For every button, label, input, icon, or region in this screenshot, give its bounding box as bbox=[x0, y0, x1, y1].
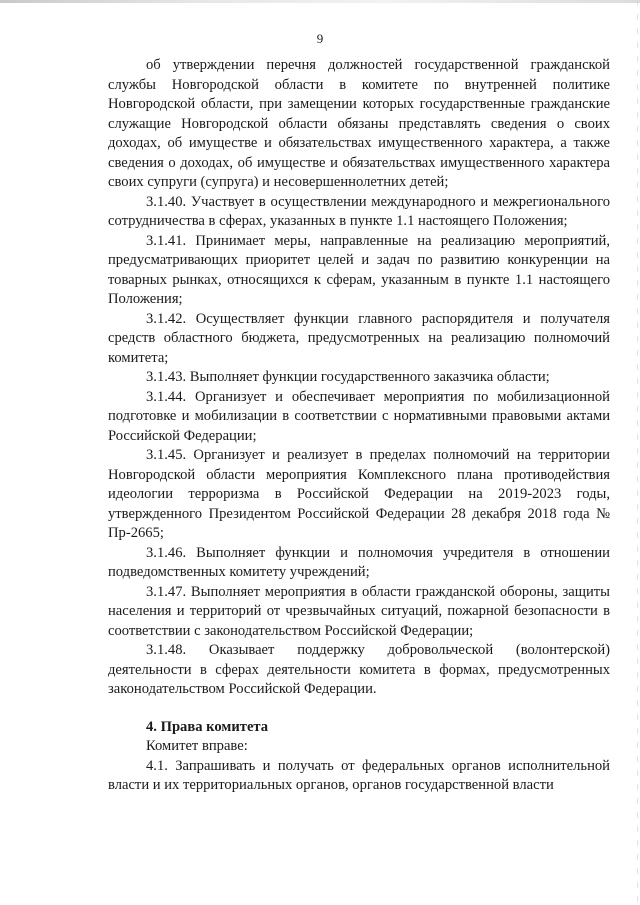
paragraph-3-1-45: 3.1.45. Организует и реализует в пределах полномочий на территории Новгородской области мероприятия Комплексного плана противодействия идеологии терроризма в Российской Федерации на 2019-2023 годы, утвержденного Президентом Российской Федерации 28 декабря 2018 года № Пр-2665; bbox=[108, 447, 610, 541]
paragraph-3-1-41: 3.1.41. Принимает меры, направленные на реализацию мероприятий, предусматривающих приоритет целей и задач по развитию конкуренции на товарных рынках, относящихся к сферам, указанным в пункте 1.1 настоящего Положения; bbox=[108, 232, 610, 307]
section-intro: Комитет вправе: bbox=[146, 738, 248, 754]
paragraph-3-1-40: 3.1.40. Участвует в осуществлении международного и межрегионального сотрудничества в сферах, указанных в пункте 1.1 настоящего Положения; bbox=[108, 193, 610, 229]
paragraph-3-1-48: 3.1.48. Оказывает поддержку добровольческой (волонтерской) деятельности в сферах деятельности комитета в формах, предусмотренных законодательством Российской Федерации. bbox=[108, 642, 610, 697]
page-number: 9 bbox=[316, 31, 324, 46]
scan-edge-right bbox=[637, 0, 638, 905]
paragraph-3-1-47: 3.1.47. Выполняет мероприятия в области гражданской обороны, защиты населения и территорий от чрезвычайных ситуаций, пожарной безопасности в соответствии с законодательством Российской Федерации; bbox=[108, 583, 610, 639]
scan-edge-top bbox=[0, 0, 640, 3]
section-heading: 4. Права комитета bbox=[146, 718, 269, 735]
paragraph-3-1-42: 3.1.42. Осуществляет функции главного распорядителя и получателя средств областного бюджета, предусмотренных на реализацию полномочий комитета; bbox=[108, 310, 610, 366]
section-gap bbox=[108, 700, 610, 718]
paragraph-4-1: 4.1. Запрашивать и получать от федеральных органов исполнительной власти и их территориальных органов, органов государственной власти bbox=[108, 757, 610, 793]
paragraph-continuation: об утверждении перечня должностей государственной гражданской службы Новгородской области в комитете по внутренней политике Новгородской области, при замещении которых государственные гражданские служащие Новгородской области обязаны представлять сведения о своих доходах, об имуществе и обязательствах имущественного характера, а также сведения о доходах, об имуществе и обязательствах имущественного характера своих супруги (супруга) и несовершеннолетних детей; bbox=[108, 57, 610, 190]
paragraph-3-1-43: 3.1.43. Выполняет функции государственного заказчика области; bbox=[146, 369, 550, 385]
paragraph-3-1-44: 3.1.44. Организует и обеспечивает мероприятия по мобилизационной подготовке и мобилизации в соответствии с нормативными правовыми актами Российской Федерации; bbox=[108, 388, 610, 444]
paragraph-3-1-46: 3.1.46. Выполняет функции и полномочия учредителя в отношении подведомственных комитету учреждений; bbox=[108, 544, 610, 580]
document-body bbox=[108, 56, 610, 796]
